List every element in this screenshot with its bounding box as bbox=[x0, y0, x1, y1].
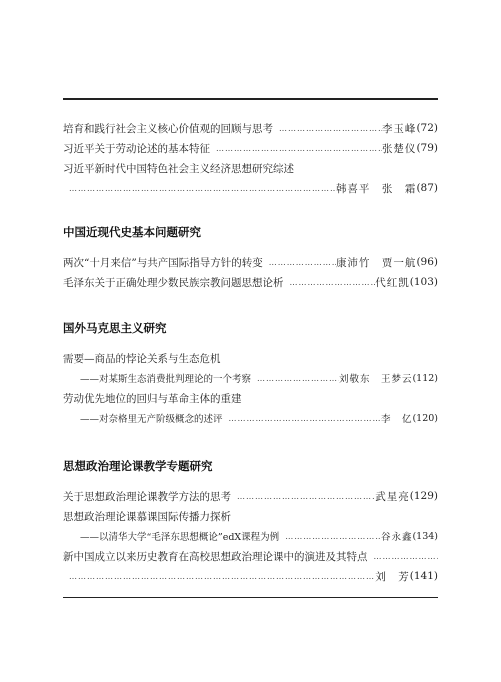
entry-author: 武星亮 bbox=[375, 490, 410, 503]
entry-page: (134) bbox=[412, 530, 438, 542]
toc-entry-title-line[interactable] bbox=[63, 390, 438, 406]
entry-title: 新中国成立以来历史教育在高校思想政治理论课中的演进及其特点 bbox=[63, 550, 368, 563]
entry-title: 劳动优先地位的回归与革命主体的重建 bbox=[63, 392, 242, 405]
toc-entry-title-line[interactable] bbox=[63, 548, 438, 564]
section-heading: 中国近现代史基本问题研究 bbox=[63, 225, 201, 239]
leader-dots bbox=[63, 184, 336, 193]
entry-title: 培育和践行社会主义核心价值观的回顾与思考 bbox=[63, 122, 273, 135]
entry-page: (129) bbox=[409, 490, 438, 502]
entry-page: (72) bbox=[416, 122, 438, 134]
section-heading: 国外马克思主义研究 bbox=[63, 321, 167, 335]
leader-dots bbox=[63, 572, 375, 581]
toc-entry-continuation[interactable] bbox=[63, 180, 438, 196]
top-rule bbox=[63, 98, 438, 100]
entry-subtitle: ——以清华大学“毛泽东思想概论”edX课程为例 bbox=[80, 532, 280, 543]
leader-dots bbox=[279, 532, 381, 541]
entry-title: 思想政治理论课慕课国际传播力探析 bbox=[63, 510, 231, 523]
entry-subtitle: ——对某斯生态消费批判理论的一个考察 bbox=[80, 374, 252, 385]
leader-dots bbox=[210, 144, 382, 153]
entry-subtitle: ——对奈格里无产阶级概念的述评 bbox=[80, 414, 223, 425]
section-heading: 思想政治理论课教学专题研究 bbox=[63, 459, 213, 473]
entry-title: 需要—商品的悖论关系与生态危机 bbox=[63, 352, 221, 365]
entry-page: (79) bbox=[416, 142, 438, 154]
toc-entry[interactable] bbox=[63, 120, 438, 136]
bottom-rule bbox=[63, 597, 438, 598]
entry-author: 刘敬东 王梦云 bbox=[338, 374, 413, 385]
toc-entry-continuation[interactable] bbox=[63, 568, 438, 584]
entry-author: 李 亿 bbox=[380, 414, 413, 425]
entry-title: 毛泽东关于正确处理少数民族宗教问题思想论析 bbox=[63, 276, 284, 289]
toc-entry-title-line[interactable] bbox=[63, 350, 438, 366]
entry-page: (120) bbox=[412, 412, 438, 424]
entry-page: (103) bbox=[409, 276, 438, 288]
toc-entry-subtitle-line[interactable] bbox=[80, 370, 438, 386]
entry-page: (87) bbox=[416, 182, 438, 194]
leader-dots bbox=[284, 278, 376, 287]
entry-title: 习近平新时代中国特色社会主义经济思想研究综述 bbox=[63, 162, 294, 175]
toc-entry[interactable] bbox=[63, 274, 438, 290]
toc-entry[interactable] bbox=[63, 254, 438, 270]
entry-title: 习近平关于劳动论述的基本特征 bbox=[63, 142, 210, 155]
entry-page: (112) bbox=[412, 372, 438, 384]
toc-entry-title-line[interactable] bbox=[63, 160, 438, 176]
leader-dots bbox=[251, 374, 339, 383]
entry-author: 韩喜平 张 霜 bbox=[335, 182, 417, 195]
leader-dots bbox=[273, 124, 382, 133]
leader-dots bbox=[368, 552, 439, 561]
entry-title: 两次“十月来信”与共产国际指导方针的转变 bbox=[63, 256, 263, 269]
entry-author: 李玉峰 bbox=[381, 122, 417, 135]
entry-author: 谷永鑫 bbox=[380, 532, 413, 543]
toc-entry[interactable] bbox=[63, 488, 438, 504]
entry-page: (141) bbox=[409, 570, 438, 582]
leader-dots bbox=[231, 492, 375, 501]
toc-entry[interactable] bbox=[63, 140, 438, 156]
entry-title: 关于思想政治理论课教学方法的思考 bbox=[63, 490, 231, 503]
entry-page: (96) bbox=[416, 256, 438, 268]
toc-entry-subtitle-line[interactable] bbox=[80, 528, 438, 544]
entry-author: 张楚仪 bbox=[381, 142, 417, 155]
leader-dots bbox=[263, 258, 336, 267]
toc-entry-title-line[interactable] bbox=[63, 508, 438, 524]
leader-dots bbox=[223, 414, 381, 423]
entry-author: 代红凯 bbox=[375, 276, 410, 289]
toc-entry-subtitle-line[interactable] bbox=[80, 410, 438, 426]
entry-author: 刘 芳 bbox=[375, 570, 410, 583]
entry-author: 康沛竹 贾一航 bbox=[335, 256, 417, 269]
